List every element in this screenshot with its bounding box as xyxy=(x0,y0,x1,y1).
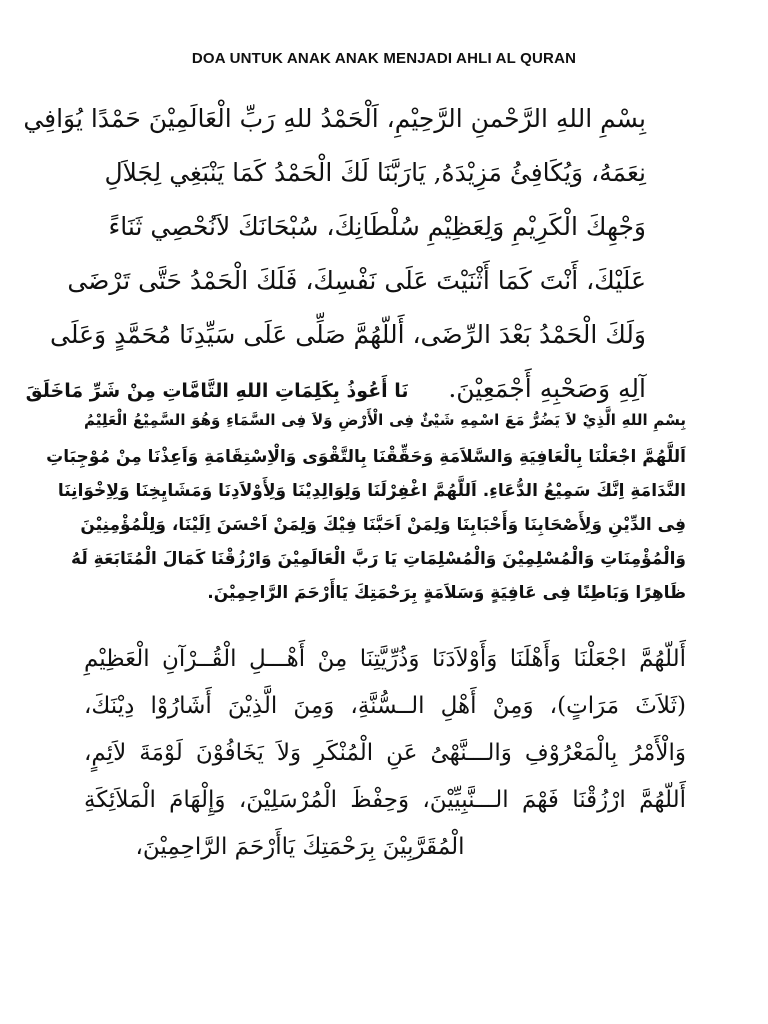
text-line-bold: نَا أَعُوذُ بِكَلِمَاتِ اللهِ التَّامَّاتِ مِنْ شَرِّ مَاخَلَقَ xyxy=(25,380,409,402)
text-line: بِسْمِ اللهِ الَّذِيْ لاَ يَضُرُّ مَعَ اسْمِهِ شَيْئٌ فِى الْأَرْضِ وَلاَ فِى السَّمَاءِ وَهُوَ السَّمِيْعُ الْعَلِيْمُ xyxy=(84,411,686,429)
text-line: فِى الدِّيْنِ وَلِأَصْحَابِنَا وَأَحْبَابِنَا وَلِمَنْ اَحَبَّنَا فِيْكَ وَلِمَنْ اَحْسَنَ اِلَيْنَا، وَلِلْمُؤْمِنِيْنَ xyxy=(80,515,686,535)
quran-people-prayer-block xyxy=(84,636,686,871)
text-line: نِعَمَهُ، وَيُكَافِئُ مَزِيْدَهُ, يَارَبَّنَا لَكَ الْحَمْدُ كَمَا يَنْبَغِي لِجَلاَلِ xyxy=(104,158,646,187)
text-line: وَالْأَمْرُ بِالْمَعْرُوْفِ وَالـــنَّهْىُ عَنِ الْمُنْكَرِ وَلاَ يَخَافُوْنَ لَوْمَةَ لاَئِمٍ، xyxy=(84,740,686,766)
opening-praise-block xyxy=(23,92,646,416)
text-line: عَلَيْكَ، أَنْتَ كَمَا أَثْنَيْتَ عَلَى نَفْسِكَ، فَلَكَ الْحَمْدُ حَتَّى تَرْضَى xyxy=(67,266,646,295)
text-line: اَللَّهُمَّ اجْعَلْنَا بِالْعَافِيَةِ وَالسَّلاَمَةِ وَحَقِّقْنَا بِالتَّقْوَى وَالْاِسْتِقَامَةِ وَاَعِذْنَا مِنْ مُوْجِبَاتِ xyxy=(46,447,686,467)
document-title: DOA UNTUK ANAK ANAK MENJADI AHLI AL QURAN xyxy=(191,50,577,67)
text-line: أَللّهُمَّ اجْعَلْنَا وَأَهْلَنَا وَأَوْلاَدَنَا وَذُرِّيَّتِنَا مِنْ أَهْـــلِ الْقُــرْآنِ الْعَظِيْمِ xyxy=(84,646,686,672)
text-line-naskh: آلِهِ وَصَحْبِهِ أَجْمَعِيْنَ. xyxy=(448,374,646,403)
text-line: (ثَلاَثَ مَرَاتٍ)، وَمِنْ أَهْلِ الــسُّنَّةِ، وَمِنَ الَّذِيْنَ أَشَارُوْا دِيْنَكَ، xyxy=(84,693,686,719)
text-line: وَالْمُؤْمِنَاتِ وَالْمُسْلِمِيْنَ وَالْمُسْلِمَاتِ يَا رَبَّ الْعَالَمِيْنَ وَارْزُقْنَا كَمَالَ الْمُتَابَعَةِ لَهُ xyxy=(71,549,686,569)
text-line: بِسْمِ اللهِ الرَّحْمنِ الرَّحِيْمِ، اَلْحَمْدُ للهِ رَبِّ الْعَالَمِيْنَ حَمْدًا يُوَافِي xyxy=(23,104,646,133)
text-line: الْمُقَرَّبِيْنَ بِرَحْمَتِكَ يَاأَرْحَمَ الرَّاحِمِيْنَ، xyxy=(135,834,465,860)
text-line: وَلَكَ الْحَمْدُ بَعْدَ الرِّضَى، أَللّهُمَّ صَلِّى عَلَى سَيِّدِنَا مُحَمَّدٍ وَعَلَى xyxy=(50,320,646,349)
text-line: النَّدَامَةِ اِنَّكَ سَمِيْعُ الدُّعَاءِ. اَللَّهُمَّ اغْفِرْلَنَا وَلِوَالِدِيْنَا وَلِأَوْلاَدِنَا وَمَشَايِخِنَا وَلِاِخْوَانِنَا xyxy=(57,481,686,501)
text-line: ظَاهِرًا وَبَاطِنًا فِى عَافِيَةٍ وَسَلاَمَةٍ بِرَحْمَتِكَ يَاأَرْحَمَ الرَّاحِمِيْنَ. xyxy=(207,583,686,603)
text-line: أَللّهُمَّ ارْزُقْنَا فَهْمَ الـــنَّبِيِّيْنَ، وَحِفْظَ الْمُرْسَلِيْنَ، وَإِلْهَامَ الْمَلاَئِكَةِ xyxy=(84,787,686,813)
text-line: وَجْهِكَ الْكَرِيْمِ وَلِعَظِيْمِ سُلْطَانِكَ، سُبْحَانَكَ لاَنُحْصِي ثَنَاءً xyxy=(108,212,646,241)
supplication-block xyxy=(46,400,686,610)
